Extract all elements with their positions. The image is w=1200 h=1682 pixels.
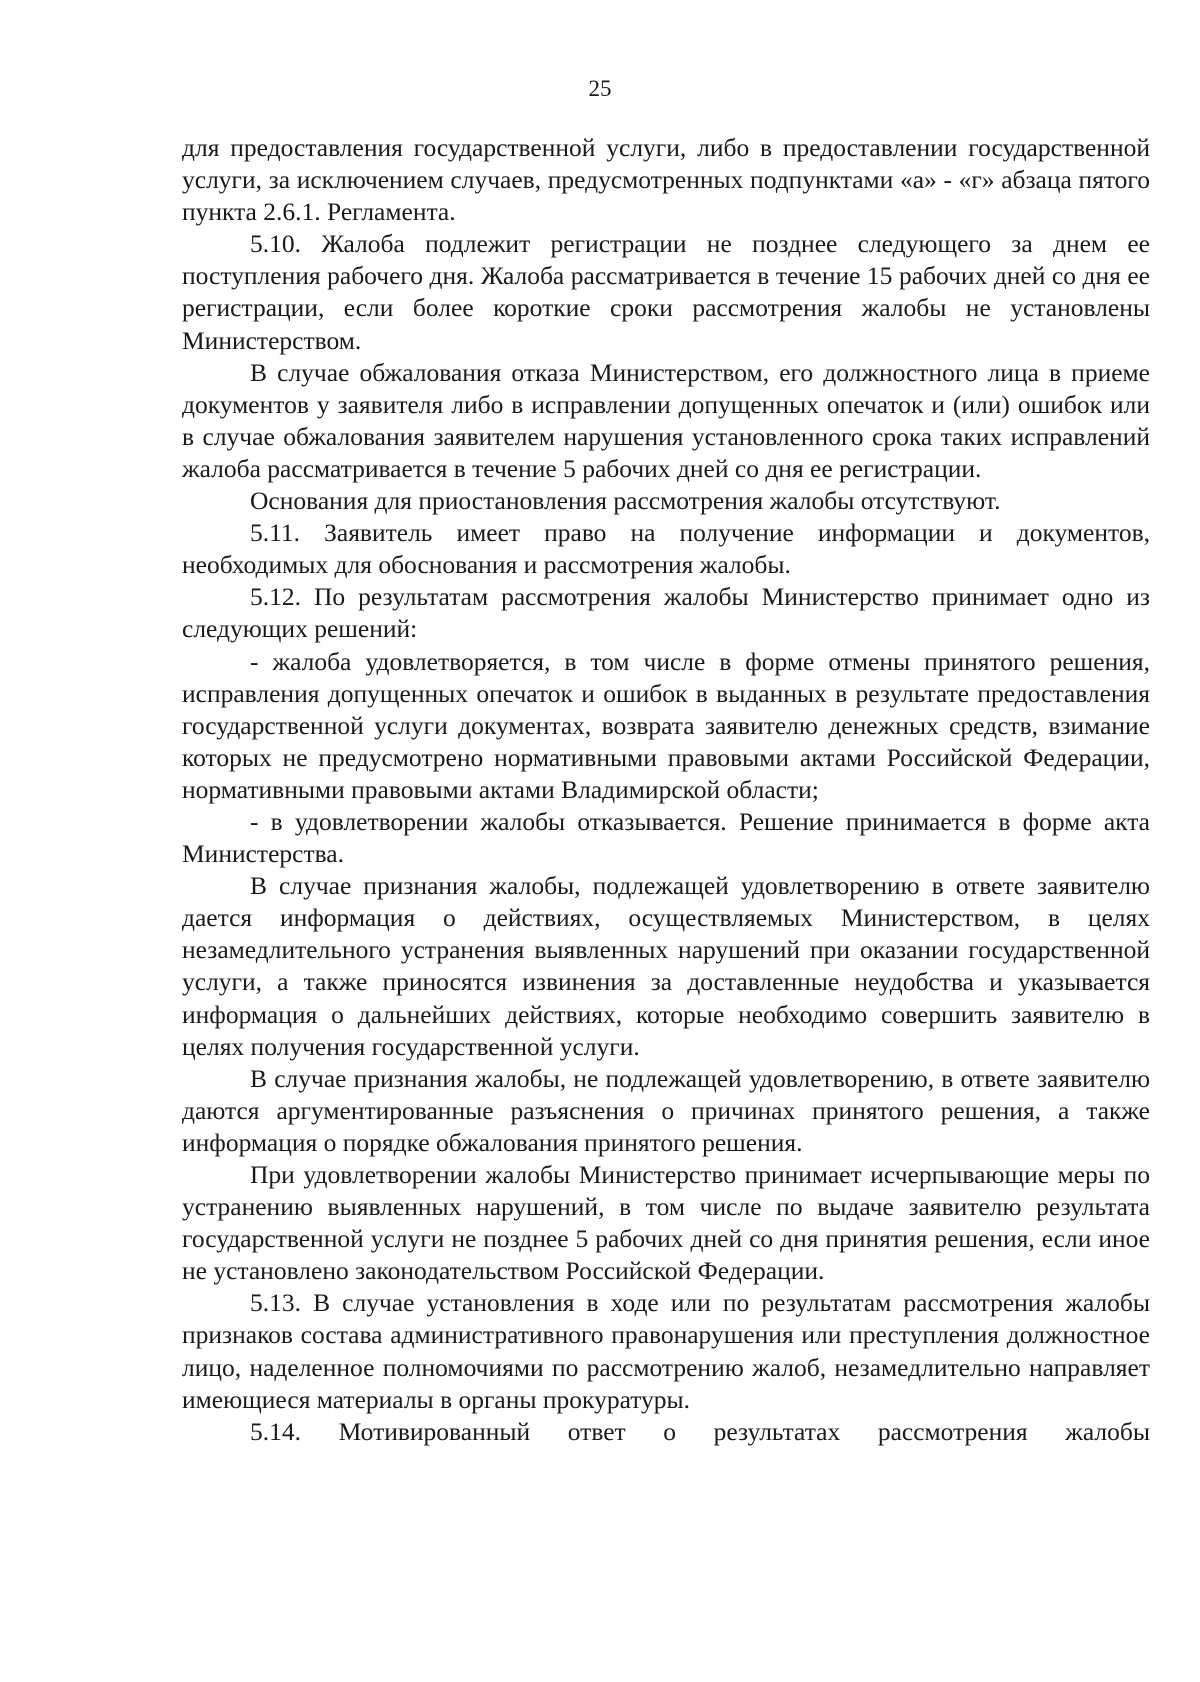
paragraph-response-if-rejected: В случае признания жалобы, не подлежащей удовлетворению, в ответе заявителю даются аргументированные разъяснения о причинах принятого решения, а также информация о порядке обжалования принятого решения. [182, 1063, 1150, 1157]
paragraph-5-13: 5.13. В случае установления в ходе или по результатам рассмотрения жалобы признаков состава административного правонарушения или преступления должностное лицо, наделенное полномочиями по рассмотрению жалоб, незамедлительно направляет имеющиеся материалы в органы прокуратуры. [182, 1288, 1150, 1414]
list-item-complaint-satisfied: - жалоба удовлетворяется, в том числе в форме отмены принятого решения, исправления допущенных опечаток и ошибок в выданных в результате предоставления государственной услуги документах, возврата заявителю денежных средств, взимание которых не предусмотрено нормативными правовыми актами Российской Федерации, нормативными правовыми актами Владимирской области; [182, 646, 1150, 804]
page-number: 25 [588, 76, 612, 101]
paragraph-response-if-satisfied: В случае признания жалобы, подлежащей удовлетворению в ответе заявителю дается информация о действиях, осуществляемых Министерством, в целях незамедлительного устранения выявленных нарушений при оказании государственной услуги, а также приносятся извинения за доставленные неудобства и указывается информация о дальнейших действиях, которые необходимо совершить заявителю в целях получения государственной услуги. [182, 871, 1150, 1061]
paragraph-5-11: 5.11. Заявитель имеет право на получение информации и документов, необходимых для обоснования и рассмотрения жалобы. [182, 518, 1150, 580]
paragraph-5-12: 5.12. По результатам рассмотрения жалобы Министерство принимает одно из следующих решений: [182, 582, 1150, 644]
paragraph-continuation: для предоставления государственной услуги, либо в предоставлении государственной услуги, за исключением случаев, предусмотренных подпунктами «а» - «г» абзаца пятого пункта 2.6.1. Регламента. [182, 133, 1150, 227]
document-body [182, 132, 1150, 1448]
list-item-complaint-rejected: - в удовлетворении жалобы отказывается. Решение принимается в форме акта Министерства. [182, 806, 1150, 869]
paragraph-5-10: 5.10. Жалоба подлежит регистрации не позднее следующего за днем ее поступления рабочего дня. Жалоба рассматривается в течение 15 рабочих дней со дня ее регистрации, если более короткие сроки рассмотрения жалобы не установлены Министерством. [182, 229, 1150, 355]
paragraph-appeal-refusal: В случае обжалования отказа Министерством, его должностного лица в приеме документов у заявителя либо в исправлении допущенных опечаток и (или) ошибок или в случае обжалования заявителем нарушения установленного срока таких исправлений жалоба рассматривается в течение 5 рабочих дней со дня ее регистрации. [182, 357, 1150, 483]
paragraph-5-14: 5.14. Мотивированный ответ о результатах рассмотрения жалобы [250, 1416, 1150, 1446]
paragraph-no-suspension-grounds: Основания для приостановления рассмотрения жалобы отсутствуют. [250, 486, 1001, 516]
paragraph-remedial-measures: При удовлетворении жалобы Министерство принимает исчерпывающие меры по устранению выявленных нарушений, в том числе по выдаче заявителю результата государственной услуги не позднее 5 рабочих дней со дня принятия решения, если иное не установлено законодательством Российской Федерации. [182, 1160, 1150, 1286]
